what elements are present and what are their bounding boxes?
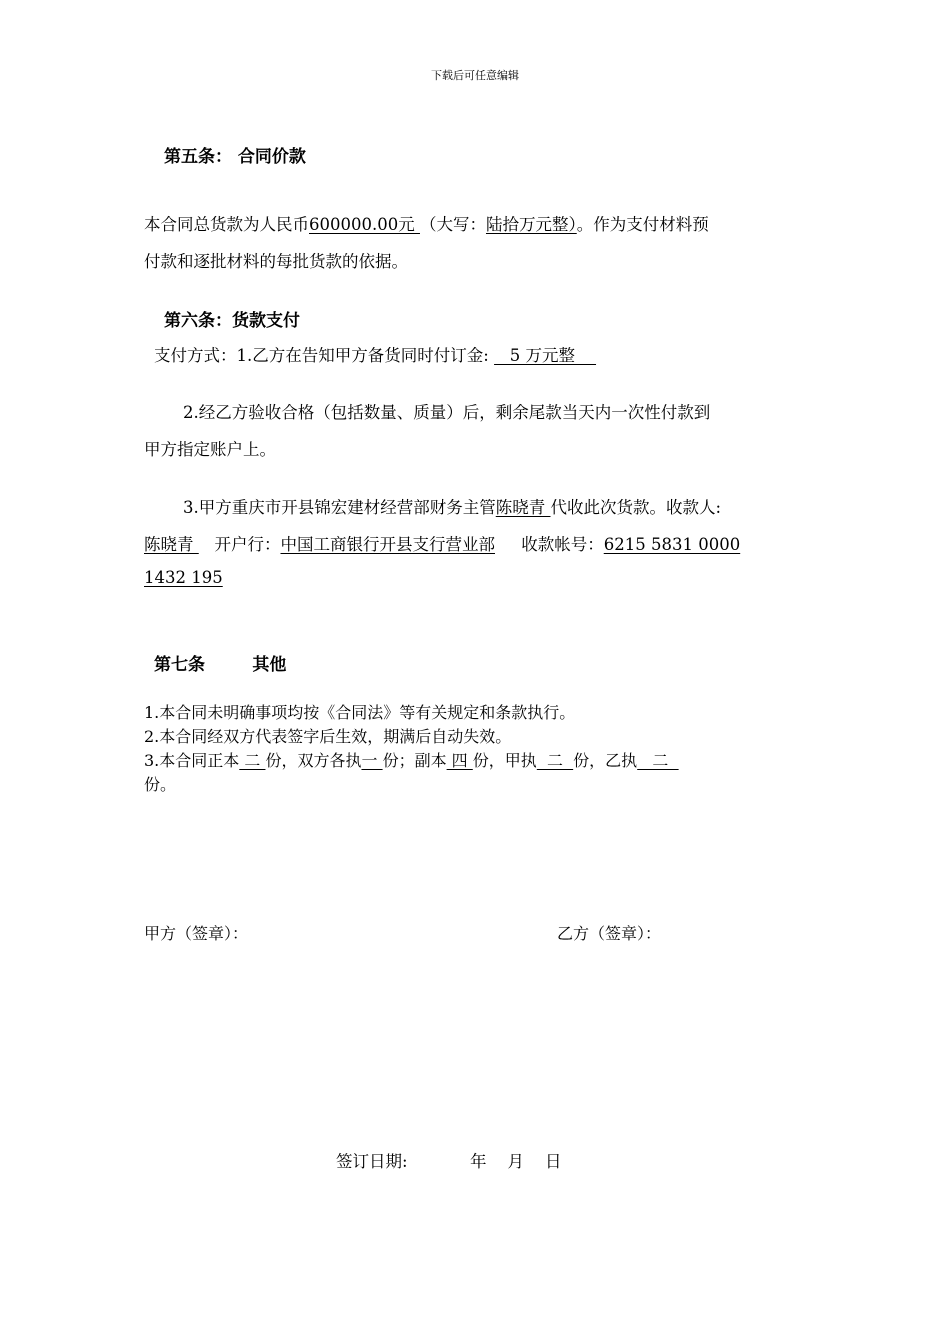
account-field-part-2: 1432 195 <box>144 568 223 587</box>
article-7-item-1: 1.本合同未明确事项均按《合同法》等有关规定和条款执行。 <box>144 703 576 722</box>
amount-words-field: 陆拾万元整） <box>485 215 577 234</box>
copies-count: 四 <box>446 751 473 770</box>
article-7-title: 第七条 其他 <box>154 655 287 675</box>
text: 3.本合同正本 <box>144 751 240 770</box>
text: 支付方式：1.乙方在告知甲方备货同时付订金: <box>154 346 489 365</box>
text: 。作为支付材料预 <box>576 215 709 234</box>
text: 份，甲执 <box>472 751 537 770</box>
bank-label: 开户行： <box>214 535 281 554</box>
article-6-line-1 <box>154 342 596 366</box>
text: 本合同总货款为人民币 <box>144 215 309 234</box>
article-5-line-2: 付款和逐批材料的每批货款的依据。 <box>144 252 408 271</box>
page-header: 下载后可任意编辑 <box>431 69 519 82</box>
sign-date-label: 签订日期: <box>336 1152 408 1171</box>
text: 份，双方各执 <box>265 751 362 770</box>
account-label: 收款帐号： <box>521 535 604 554</box>
sign-date-ymd: 年 月 日 <box>470 1152 562 1171</box>
party-a-count: 二 <box>536 751 574 770</box>
article-6-line-3: 甲方指定账户上。 <box>144 440 276 459</box>
article-5-title: 第五条： 合同价款 <box>164 147 306 167</box>
party-b-count: 二 <box>637 751 679 770</box>
each-count: 一 <box>361 751 383 770</box>
article-5-line-1 <box>144 211 709 235</box>
deposit-field: 5 万元整 <box>494 346 597 365</box>
article-6-title: 第六条：货款支付 <box>164 311 300 331</box>
article-7-item-2: 2.本合同经双方代表签字后生效，期满后自动失效。 <box>144 727 512 746</box>
article-7-item-3 <box>144 748 679 771</box>
party-b-signature-label: 乙方（签章）： <box>557 924 662 943</box>
article-6-line-6 <box>144 568 223 587</box>
account-field-part-1: 6215 5831 0000 <box>603 535 741 554</box>
article-7-item-3-end: 份。 <box>144 775 177 794</box>
article-6-line-2: 2.经乙方验收合格（包括数量、质量）后，剩余尾款当天内一次性付款到 <box>183 403 711 422</box>
article-6-line-4 <box>183 494 721 518</box>
original-count: 二 <box>239 751 266 770</box>
party-a-signature-label: 甲方（签章）： <box>144 924 249 943</box>
text: 份；副本 <box>382 751 447 770</box>
text: 份，乙执 <box>573 751 638 770</box>
amount-field: 600000.00元 <box>309 215 420 234</box>
payee-field: 陈晓青 <box>144 535 199 554</box>
text: 代收此次货款。收款人: <box>550 498 722 517</box>
text: 3.甲方重庆市开县锦宏建材经营部财务主管 <box>183 498 496 517</box>
text: （大写： <box>419 215 486 234</box>
bank-field: 中国工商银行开县支行营业部 <box>280 535 495 554</box>
collector-field: 陈晓青 <box>495 498 551 517</box>
article-6-line-5 <box>144 531 740 555</box>
